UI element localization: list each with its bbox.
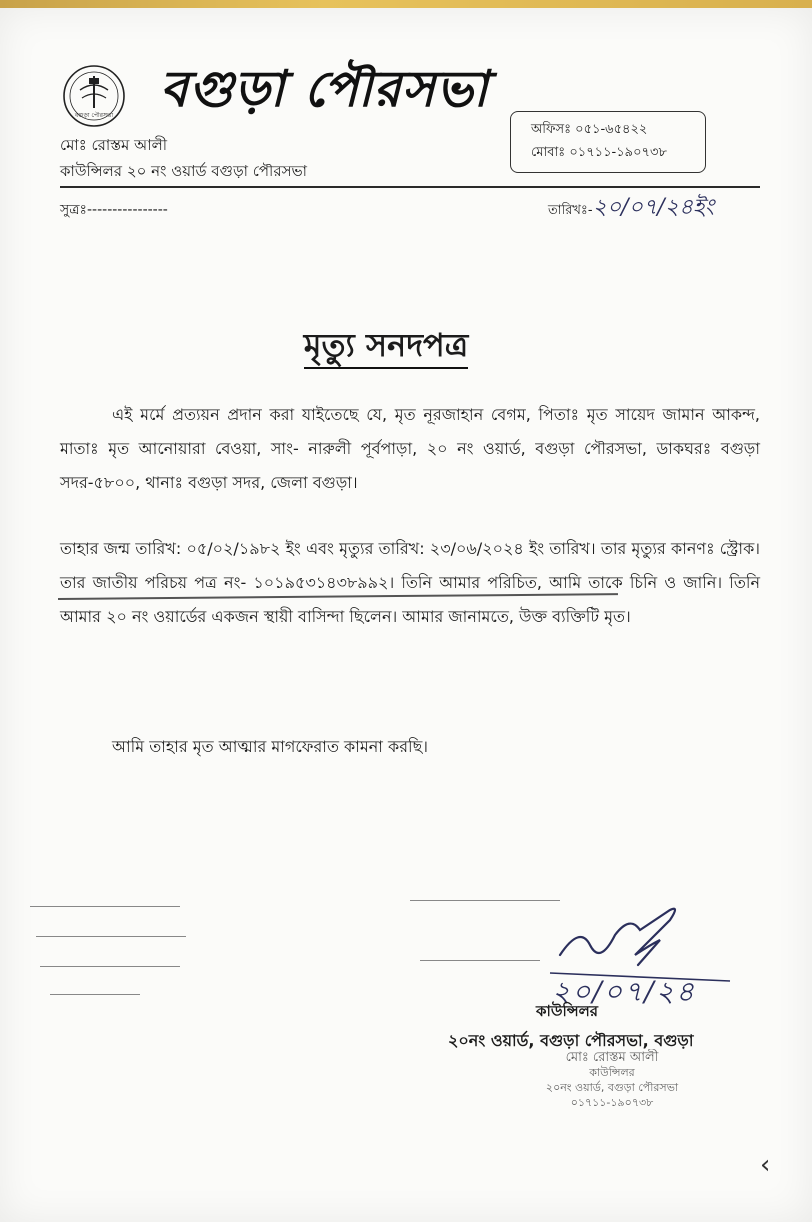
corner-tick-icon: ‹ — [760, 1150, 771, 1180]
paragraph-prayer: আমি তাহার মৃত আত্মার মাগফেরাত কামনা করছি। — [112, 737, 429, 756]
org-title: বগুড়া পৌরসভা — [160, 60, 489, 118]
council-name: মোঃ রোস্তম আলী — [60, 136, 168, 154]
document-title — [0, 320, 772, 374]
signature-ward: ২০নং ওয়ার্ড, বগুড়া পৌরসভা, বগুড়া — [448, 1031, 694, 1050]
header-divider — [60, 186, 760, 188]
paragraph-details: তাহার জন্ম তারিখ: ০৫/০২/১৯৮২ ইং এবং মৃত্যুর তারিখ: ২৩/০৬/২০২৪ ইং তারিখ। তার মৃত্যুর কানণঃ স্ট্রোক। তার জাতীয় পরিচয় পত্র নং- ১০১৯৫৩১৪৩৮৯৯২। তিনি আমার পরিচিত, আমি তাকে চিনি ও জানি। তিনি আমার ২০ নং ওয়ার্ডের একজন স্থায়ী বাসিন্দা ছিলেন। আমার জানামতে, উক্ত ব্যক্তিটি মৃত। — [60, 539, 760, 626]
date-line — [548, 190, 714, 227]
margin-line — [40, 966, 180, 967]
mobile-phone: মোবাঃ ০১৭১১-১৯০৭৩৮ — [531, 145, 667, 160]
office-phone: অফিসঃ ০৫১-৬৫৪২২ — [531, 122, 648, 137]
stamp-ward: ২০নং ওয়ার্ড, বগুড়া পৌরসভা — [545, 1081, 679, 1094]
council-title: কাউন্সিলর ২০ নং ওয়ার্ড বগুড়া পৌরসভা — [60, 162, 308, 180]
stamp-name: মোঃ রোস্তম আলী — [565, 1050, 659, 1065]
date-label: তারিখঃ- — [548, 203, 593, 218]
margin-line — [36, 936, 186, 937]
svg-text:বগুড়া পৌরসভা: বগুড়া পৌরসভা — [74, 112, 114, 119]
date-value: ২০/০৭/২৪ইং — [592, 195, 715, 220]
document-title-text: মৃত্যু সনদপত্র — [304, 326, 468, 369]
margin-line — [30, 906, 180, 907]
stamp-role: কাউন্সিলর — [589, 1066, 635, 1079]
official-stamp — [512, 1050, 712, 1110]
contact-box — [510, 111, 706, 173]
paragraph-identity: এই মর্মে প্রত্যয়ন প্রদান করা যাইতেছে যে, মৃত নূরজাহান বেগম, পিতাঃ মৃত সায়েদ জামান আকন্দ, মাতাঃ মৃত আনোয়ারা বেওয়া, সাং- নারুলী পূর্বপাড়া, ২০ নং ওয়ার্ড, বগুড়া পৌরসভা, ডাকঘরঃ বগুড়া সদর-৫৮০০, থানাঃ বগুড়া সদর, জেলা বগুড়া। — [60, 405, 760, 492]
reference-line: সুত্রঃ---------------- — [60, 202, 168, 218]
stamp-phone: ০১৭১১-১৯০৭৩৮ — [570, 1096, 654, 1109]
signature-role: কাউন্সিলর — [536, 1002, 599, 1020]
signature-date: ২০/০৭/২৪ — [552, 975, 697, 1008]
margin-line — [50, 994, 140, 995]
municipality-seal-icon — [62, 64, 126, 128]
